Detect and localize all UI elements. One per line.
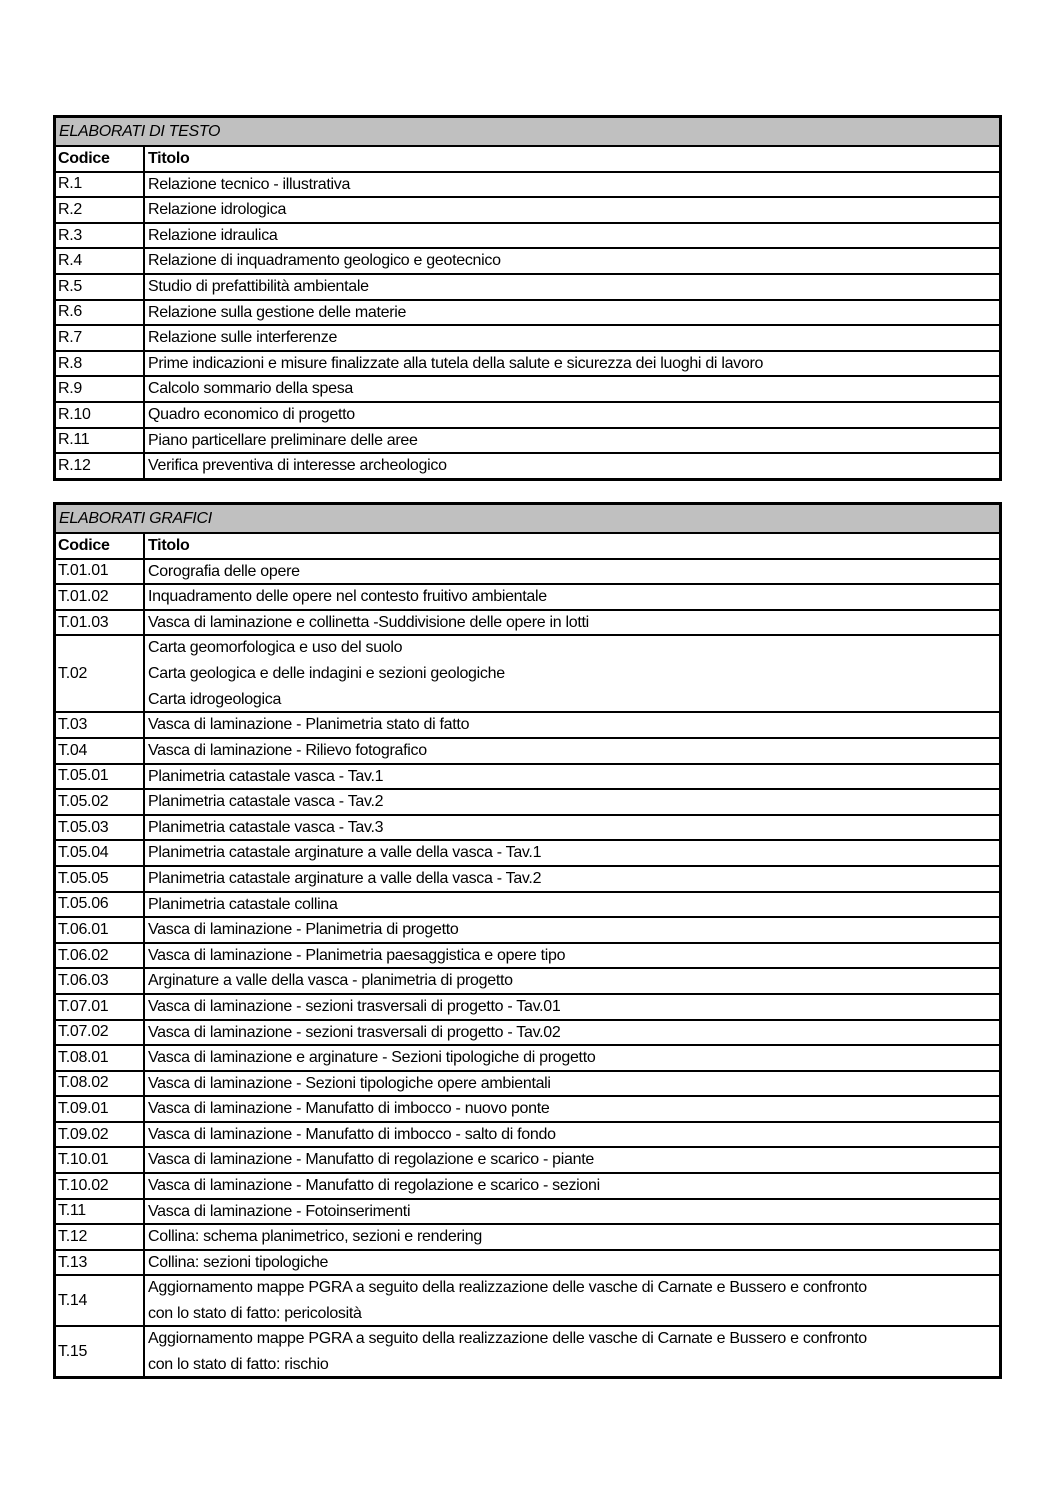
row-title <box>145 403 999 427</box>
row-title-line: Relazione tecnico - illustrativa <box>148 175 351 193</box>
row-title-line: Vasca di laminazione - sezioni trasversali di progetto - Tav.01 <box>148 997 561 1015</box>
row-title-line: Studio di prefattibilità ambientale <box>148 277 369 295</box>
table-elaborati-testo <box>53 115 1002 481</box>
table-row <box>56 1172 999 1198</box>
row-title <box>145 893 999 917</box>
row-title <box>145 790 999 814</box>
row-title-line: Planimetria catastale vasca - Tav.3 <box>148 818 384 836</box>
row-code: T.01.03 <box>56 611 145 635</box>
column-header-row <box>56 532 999 558</box>
row-title <box>145 224 999 248</box>
row-code: T.02 <box>56 636 145 711</box>
row-title-line: con lo stato di fatto: rischio <box>148 1355 329 1373</box>
table-row <box>56 247 999 273</box>
row-title <box>145 1072 999 1096</box>
row-title <box>145 275 999 299</box>
row-title <box>145 969 999 993</box>
row-title <box>145 1251 999 1275</box>
table-row <box>56 967 999 993</box>
table-row <box>56 1019 999 1045</box>
row-title-line: Verifica preventiva di interesse archeologico <box>148 457 447 475</box>
row-title <box>145 995 999 1019</box>
row-title <box>145 585 999 609</box>
table-row <box>56 788 999 814</box>
table-row <box>56 634 999 711</box>
row-code: T.06.02 <box>56 944 145 968</box>
row-code: T.01.01 <box>56 560 145 584</box>
table-row <box>56 558 999 584</box>
row-title-line: Planimetria catastale arginature a valle della vasca - Tav.2 <box>148 869 542 887</box>
table-row <box>56 222 999 248</box>
table-row <box>56 711 999 737</box>
row-title-line: con lo stato di fatto: pericolosità <box>148 1304 362 1322</box>
row-code: T.07.01 <box>56 995 145 1019</box>
row-code: R.9 <box>56 377 145 401</box>
table-row <box>56 1070 999 1096</box>
row-code: T.05.02 <box>56 790 145 814</box>
table-row <box>56 1249 999 1275</box>
row-title-line: Carta geomorfologica e uso del suolo <box>148 639 403 657</box>
table-row <box>56 1274 999 1325</box>
table-row <box>56 814 999 840</box>
row-title-line: Aggiornamento mappe PGRA a seguito della realizzazione delle vasche di Carnate e Bussero e confronto <box>148 1279 867 1297</box>
row-title-line: Vasca di laminazione - Manufatto di regolazione e scarico - sezioni <box>148 1177 600 1195</box>
row-title <box>145 1123 999 1147</box>
row-code: T.05.01 <box>56 765 145 789</box>
row-title <box>145 765 999 789</box>
row-code: T.08.01 <box>56 1046 145 1070</box>
row-title <box>145 1225 999 1249</box>
row-code: R.12 <box>56 454 145 478</box>
table-row <box>56 993 999 1019</box>
table-row <box>56 1223 999 1249</box>
column-header-title <box>145 534 999 558</box>
section-header <box>56 118 999 145</box>
row-code: T.07.02 <box>56 1021 145 1045</box>
row-title <box>145 1276 999 1325</box>
table-row <box>56 299 999 325</box>
row-title-line: Arginature a valle della vasca - planimetria di progetto <box>148 972 513 990</box>
row-title-line: Inquadramento delle opere nel contesto fruitivo ambientale <box>148 588 547 606</box>
row-code: T.05.06 <box>56 893 145 917</box>
row-title-line: Carta geologica e delle indagini e sezioni geologiche <box>148 665 505 683</box>
table-row <box>56 1198 999 1224</box>
row-code: R.4 <box>56 249 145 273</box>
table-row <box>56 324 999 350</box>
row-title-line: Relazione sulla gestione delle materie <box>148 303 407 321</box>
column-header-title-text: Titolo <box>148 150 190 167</box>
table-row <box>56 1325 999 1376</box>
column-header-code: Codice <box>56 147 145 171</box>
table-row <box>56 763 999 789</box>
row-code: T.09.02 <box>56 1123 145 1147</box>
row-title <box>145 918 999 942</box>
table-row <box>56 839 999 865</box>
table-row <box>56 865 999 891</box>
row-code: T.06.01 <box>56 918 145 942</box>
row-code: R.8 <box>56 352 145 376</box>
row-title <box>145 636 999 711</box>
table-row <box>56 1121 999 1147</box>
section-header <box>56 505 999 532</box>
row-title-line: Calcolo sommario della spesa <box>148 380 354 398</box>
row-title <box>145 816 999 840</box>
column-header-title-text: Titolo <box>148 537 190 554</box>
row-code: T.06.03 <box>56 969 145 993</box>
row-code: T.15 <box>56 1327 145 1376</box>
section-title: ELABORATI DI TESTO <box>59 122 221 140</box>
table-elaborati-grafici <box>53 502 1002 1379</box>
row-title-line: Collina: schema planimetrico, sezioni e rendering <box>148 1228 482 1246</box>
table-row <box>56 171 999 197</box>
table-row <box>56 737 999 763</box>
row-code: T.05.03 <box>56 816 145 840</box>
table-row <box>56 427 999 453</box>
row-title <box>145 249 999 273</box>
table-row <box>56 350 999 376</box>
row-title-line: Planimetria catastale arginature a valle della vasca - Tav.1 <box>148 844 542 862</box>
row-code: R.7 <box>56 326 145 350</box>
row-code: T.14 <box>56 1276 145 1325</box>
row-title-line: Planimetria catastale vasca - Tav.1 <box>148 767 384 785</box>
row-title-line: Relazione idraulica <box>148 226 278 244</box>
row-title-line: Vasca di laminazione - Fotoinserimenti <box>148 1202 411 1220</box>
row-code: R.5 <box>56 275 145 299</box>
row-title-line: Aggiornamento mappe PGRA a seguito della realizzazione delle vasche di Carnate e Bussero e confronto <box>148 1330 867 1348</box>
row-title-line: Relazione idrologica <box>148 201 287 219</box>
table-row <box>56 375 999 401</box>
row-title <box>145 713 999 737</box>
table-row <box>56 1146 999 1172</box>
row-code: R.3 <box>56 224 145 248</box>
column-header-title <box>145 147 999 171</box>
row-title <box>145 944 999 968</box>
row-title <box>145 1046 999 1070</box>
row-code: T.05.04 <box>56 841 145 865</box>
row-title-line: Prime indicazioni e misure finalizzate alla tutela della salute e sicurezza dei luoghi di lavoro <box>148 354 764 372</box>
row-title <box>145 841 999 865</box>
row-title <box>145 560 999 584</box>
table-row <box>56 916 999 942</box>
row-title <box>145 301 999 325</box>
row-code: T.01.02 <box>56 585 145 609</box>
table-row <box>56 942 999 968</box>
row-code: R.11 <box>56 429 145 453</box>
row-title <box>145 377 999 401</box>
row-title-line: Vasca di laminazione - Planimetria di progetto <box>148 921 459 939</box>
row-title-line: Vasca di laminazione - Manufatto di imbocco - nuovo ponte <box>148 1100 550 1118</box>
column-header-code: Codice <box>56 534 145 558</box>
table-row <box>56 401 999 427</box>
row-title <box>145 1200 999 1224</box>
row-code: T.09.01 <box>56 1097 145 1121</box>
row-title-line: Vasca di laminazione - Planimetria stato di fatto <box>148 716 470 734</box>
table-row <box>56 452 999 478</box>
row-title <box>145 198 999 222</box>
row-title <box>145 739 999 763</box>
row-title-line: Vasca di laminazione - Rilievo fotografico <box>148 741 427 759</box>
section-title: ELABORATI GRAFICI <box>59 509 212 527</box>
row-title-line: Corografia delle opere <box>148 562 300 580</box>
row-title-line: Carta idrogeologica <box>148 690 282 708</box>
row-title-line: Relazione sulle interferenze <box>148 329 338 347</box>
row-title <box>145 173 999 197</box>
row-title-line: Vasca di laminazione e collinetta -Suddivisione delle opere in lotti <box>148 613 589 631</box>
row-title-line: Quadro economico di progetto <box>148 405 355 423</box>
row-title <box>145 326 999 350</box>
row-title-line: Relazione di inquadramento geologico e geotecnico <box>148 252 501 270</box>
row-code: R.6 <box>56 301 145 325</box>
row-title <box>145 352 999 376</box>
table-row <box>56 609 999 635</box>
row-code: T.08.02 <box>56 1072 145 1096</box>
row-title-line: Vasca di laminazione - Sezioni tipologiche opere ambientali <box>148 1074 551 1092</box>
row-title <box>145 429 999 453</box>
row-title <box>145 1097 999 1121</box>
row-title <box>145 1174 999 1198</box>
table-row <box>56 196 999 222</box>
row-code: R.2 <box>56 198 145 222</box>
row-code: T.11 <box>56 1200 145 1224</box>
row-code: T.04 <box>56 739 145 763</box>
row-code: T.05.05 <box>56 867 145 891</box>
row-title <box>145 1148 999 1172</box>
row-code: T.03 <box>56 713 145 737</box>
row-title-line: Vasca di laminazione - Manufatto di regolazione e scarico - piante <box>148 1151 594 1169</box>
row-title-line: Planimetria catastale vasca - Tav.2 <box>148 793 384 811</box>
row-title-line: Vasca di laminazione - sezioni trasversali di progetto - Tav.02 <box>148 1023 561 1041</box>
row-code: R.1 <box>56 173 145 197</box>
row-title <box>145 454 999 478</box>
row-title-line: Vasca di laminazione - Planimetria paesaggistica e opere tipo <box>148 946 566 964</box>
row-title-line: Collina: sezioni tipologiche <box>148 1253 329 1271</box>
table-row <box>56 891 999 917</box>
row-title <box>145 1021 999 1045</box>
row-code: T.10.02 <box>56 1174 145 1198</box>
row-title <box>145 611 999 635</box>
table-row <box>56 1095 999 1121</box>
row-code: T.10.01 <box>56 1148 145 1172</box>
column-header-row <box>56 145 999 171</box>
row-title <box>145 867 999 891</box>
row-title-line: Vasca di laminazione - Manufatto di imbocco - salto di fondo <box>148 1125 556 1143</box>
row-title-line: Vasca di laminazione e arginature - Sezioni tipologiche di progetto <box>148 1049 596 1067</box>
row-title-line: Planimetria catastale collina <box>148 895 338 913</box>
table-row <box>56 273 999 299</box>
row-title-line: Piano particellare preliminare delle aree <box>148 431 418 449</box>
row-title <box>145 1327 999 1376</box>
table-row <box>56 1044 999 1070</box>
table-row <box>56 583 999 609</box>
row-code: T.12 <box>56 1225 145 1249</box>
row-code: R.10 <box>56 403 145 427</box>
row-code: T.13 <box>56 1251 145 1275</box>
